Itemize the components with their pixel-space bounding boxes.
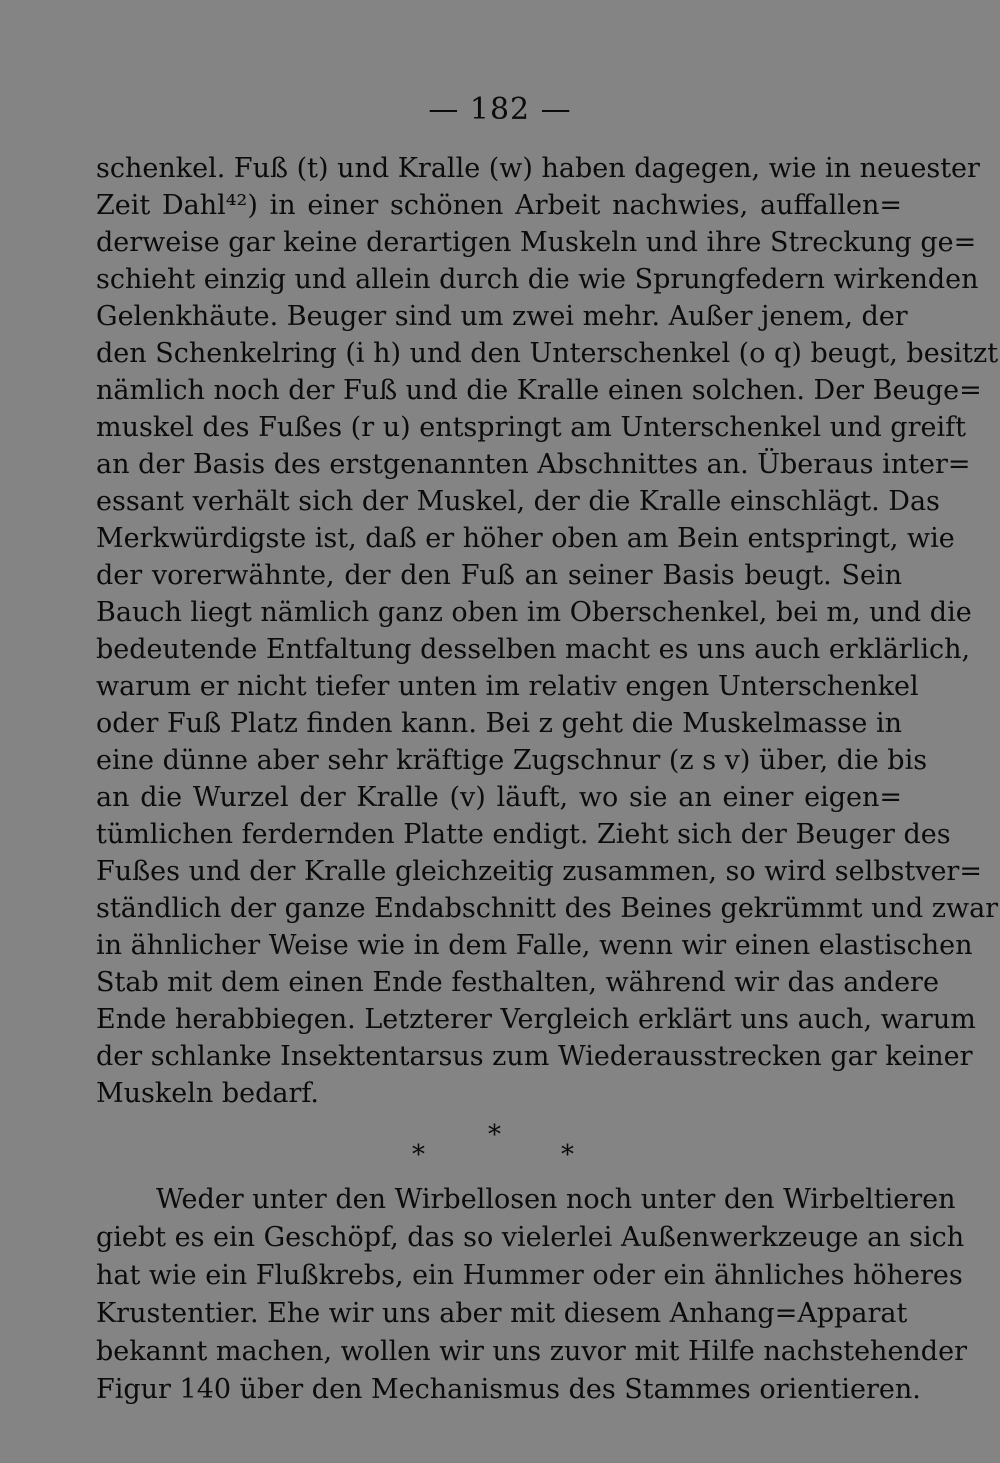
text-line: der vorerwähnte, der den Fuß an seiner Basis beugt. Sein bbox=[96, 560, 902, 591]
text-line: warum er nicht tiefer unten im relativ engen Unterschenkel bbox=[96, 671, 919, 702]
text-line: giebt es ein Geschöpf, das so vielerlei Außenwerkzeuge an sich bbox=[96, 1222, 965, 1253]
asterisk: * bbox=[561, 1140, 574, 1170]
text-line: in ähnlicher Weise wie in dem Falle, wenn wir einen elastischen bbox=[96, 930, 973, 961]
text-line: an der Basis des erstgenannten Abschnittes an. Überaus inter= bbox=[96, 449, 971, 480]
text-line: eine dünne aber sehr kräftige Zugschnur (z s v) über, die bis bbox=[96, 745, 928, 776]
text-line: Fußes und der Kralle gleichzeitig zusammen, so wird selbstver= bbox=[96, 856, 982, 887]
text-line: Merkwürdigste ist, daß er höher oben am Bein entspringt, wie bbox=[96, 523, 955, 554]
section-separator bbox=[0, 1120, 1000, 1170]
asterisk: * bbox=[488, 1120, 501, 1150]
text-line: tümlichen ferdernden Platte endigt. Zieht sich der Beuger des bbox=[96, 819, 951, 850]
text-line: Gelenkhäute. Beuger sind um zwei mehr. Außer jenem, der bbox=[96, 301, 908, 332]
text-line: oder Fuß Platz finden kann. Bei z geht die Muskelmasse in bbox=[96, 708, 902, 739]
text-line: derweise gar keine derartigen Muskeln und ihre Streckung ge= bbox=[96, 227, 977, 258]
text-line: Muskeln bedarf. bbox=[96, 1078, 320, 1109]
text-line: essant verhält sich der Muskel, der die Kralle einschlägt. Das bbox=[96, 486, 940, 517]
page-number: — 182 — bbox=[428, 92, 572, 127]
text-line: Bauch liegt nämlich ganz oben im Oberschenkel, bei m, und die bbox=[96, 597, 972, 628]
text-line: an die Wurzel der Kralle (v) läuft, wo sie an einer eigen= bbox=[96, 782, 902, 813]
text-line: Krustentier. Ehe wir uns aber mit diesem Anhang=Apparat bbox=[96, 1298, 908, 1329]
text-line: der schlanke Insektentarsus zum Wiederausstrecken gar keiner bbox=[96, 1041, 973, 1072]
asterisk: * bbox=[412, 1140, 425, 1170]
text-line: Zeit Dahl⁴²) in einer schönen Arbeit nachwies, auffallen= bbox=[96, 190, 902, 221]
text-line: Weder unter den Wirbellosen noch unter den Wirbeltieren bbox=[156, 1184, 956, 1215]
text-line: hat wie ein Flußkrebs, ein Hummer oder ein ähnliches höheres bbox=[96, 1260, 963, 1291]
text-line: ständlich der ganze Endabschnitt des Beines gekrümmt und zwar bbox=[96, 893, 999, 924]
text-line: muskel des Fußes (r u) entspringt am Unterschenkel und greift bbox=[96, 412, 966, 443]
text-line: Figur 140 über den Mechanismus des Stammes orientieren. bbox=[96, 1374, 921, 1405]
text-line: schieht einzig und allein durch die wie Sprungfedern wirkenden bbox=[96, 264, 979, 295]
text-line: den Schenkelring (i h) und den Unterschenkel (o q) beugt, besitzt bbox=[96, 338, 999, 369]
text-line: Stab mit dem einen Ende festhalten, während wir das andere bbox=[96, 967, 939, 998]
text-line: bedeutende Entfaltung desselben macht es uns auch erklärlich, bbox=[96, 634, 971, 665]
text-line: Ende herabbiegen. Letzterer Vergleich erklärt uns auch, warum bbox=[96, 1004, 976, 1035]
text-line: schenkel. Fuß (t) und Kralle (w) haben dagegen, wie in neuester bbox=[96, 153, 980, 184]
text-line: bekannt machen, wollen wir uns zuvor mit Hilfe nachstehender bbox=[96, 1336, 967, 1367]
text-line: nämlich noch der Fuß und die Kralle einen solchen. Der Beuge= bbox=[96, 375, 982, 406]
